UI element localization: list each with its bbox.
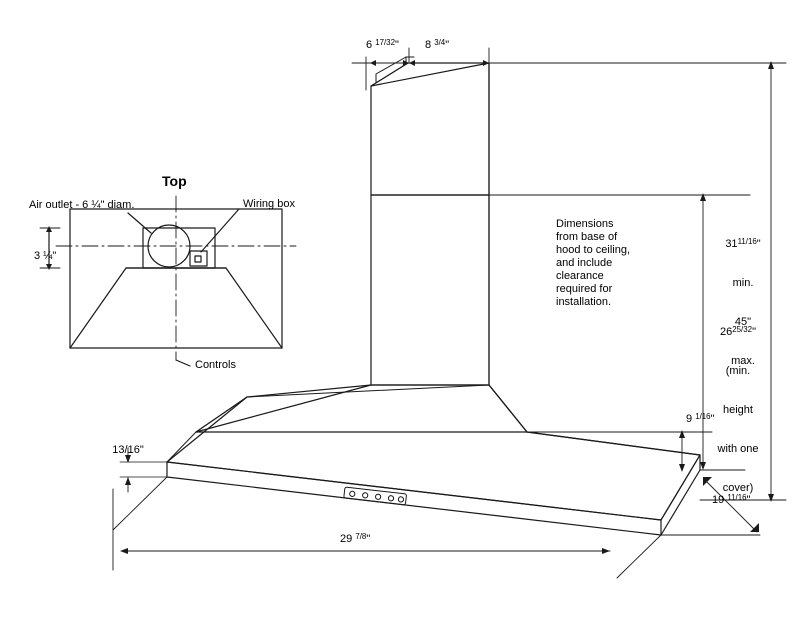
chimney-offset-dimension: 6 17/32" bbox=[366, 38, 399, 51]
note-line-7: installation. bbox=[556, 296, 612, 308]
width-dimension: 29 7/8" bbox=[340, 532, 371, 545]
ceiling-max-note: max. bbox=[731, 355, 755, 367]
lip-height-dimension: 13/16" bbox=[112, 444, 144, 456]
top-view-group bbox=[40, 196, 296, 366]
ceiling-max-value: 45" bbox=[734, 316, 752, 328]
one-cover-note-1: (min. bbox=[725, 365, 751, 377]
installation-note bbox=[556, 218, 661, 309]
note-line-5: clearance bbox=[556, 270, 604, 282]
note-line-3: hood to ceiling, bbox=[556, 244, 630, 256]
canopy-height-dimension: 9 1/16" bbox=[686, 412, 715, 425]
controls-label: Controls bbox=[195, 359, 236, 371]
note-line-4: and include bbox=[556, 257, 613, 269]
one-cover-note-4: cover) bbox=[722, 482, 754, 494]
chimney-width-dimension: 8 3/4" bbox=[425, 38, 450, 51]
air-outlet-label: Air outlet - 6 ¼" diam. bbox=[29, 199, 135, 211]
wiring-box-label: Wiring box bbox=[243, 198, 295, 210]
depth-dimension: 19 11/16" bbox=[712, 493, 751, 506]
one-cover-height-dimension bbox=[705, 300, 771, 521]
ceiling-min-note: min. bbox=[732, 277, 754, 289]
note-line-6: required for bbox=[556, 283, 613, 295]
one-cover-note-2: height bbox=[723, 404, 753, 416]
dimension-lines bbox=[113, 48, 786, 578]
note-line-1: Dimensions bbox=[556, 218, 614, 230]
note-line-2: from base of bbox=[556, 231, 618, 243]
one-cover-note-3: with one bbox=[717, 443, 759, 455]
ceiling-min-value: 3111/16" bbox=[725, 237, 761, 250]
one-cover-value: 2625/32" bbox=[720, 325, 756, 338]
top-view-depth-dimension: 3 ¼" bbox=[34, 250, 57, 262]
top-view-heading: Top bbox=[162, 173, 187, 189]
